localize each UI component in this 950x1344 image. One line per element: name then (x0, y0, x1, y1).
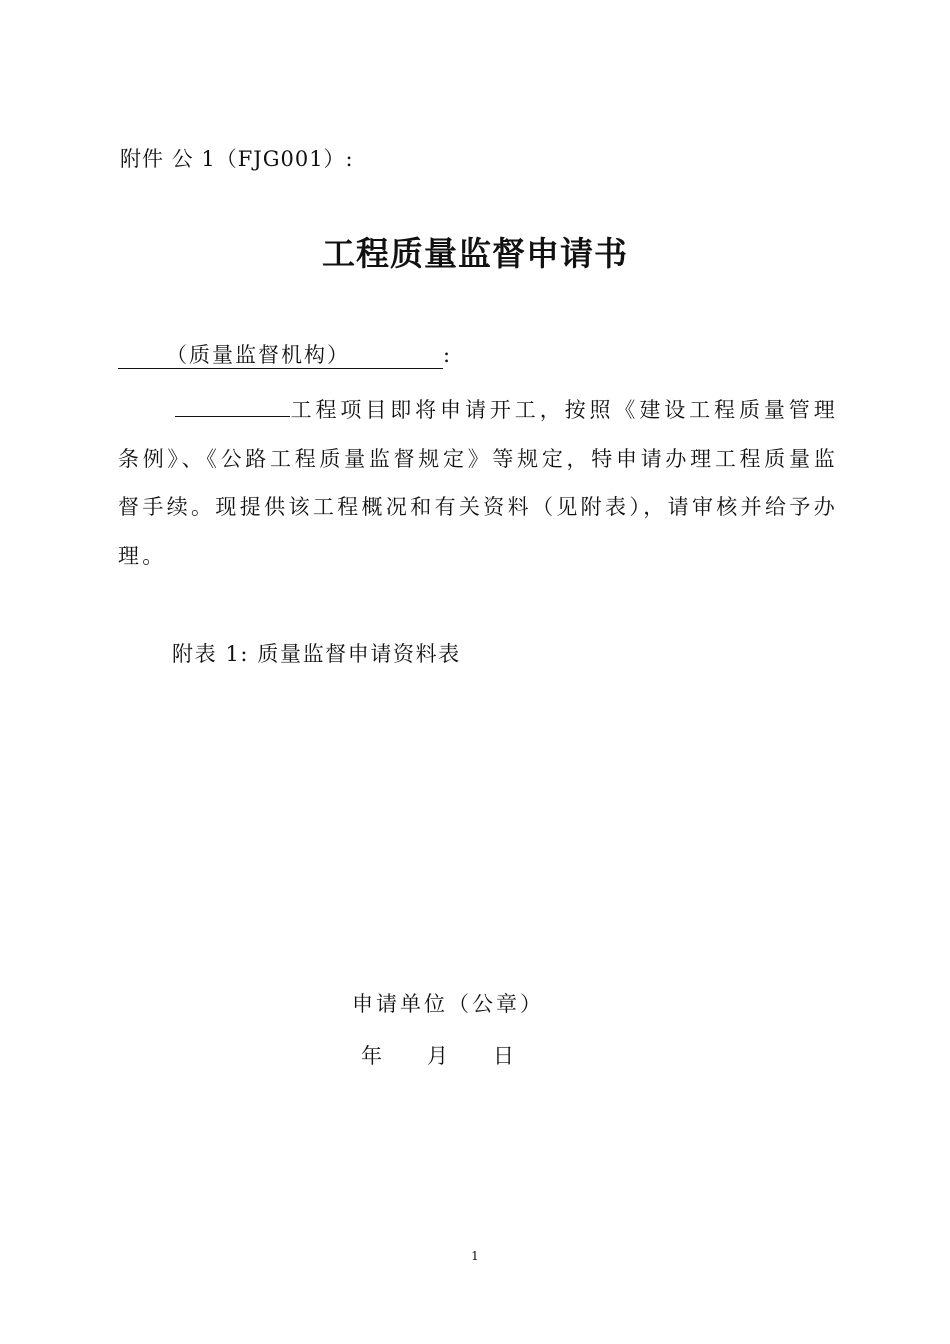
addressee-blank (118, 342, 443, 369)
addressee-org: （质量监督机构） (166, 343, 350, 367)
project-name-blank (175, 394, 290, 417)
applicant-seal-label: 申请单位（公章） (352, 992, 544, 1016)
body-text: 工程项目即将申请开工，按照《建设工程质量管理条例》、《公路工程质量监督规定》等规定，特申请办理工程质量监督手续。现提供该工程概况和有关资料（见附表），请审核并给予办理。 (118, 398, 838, 568)
date-month: 月 (427, 1044, 448, 1068)
page-number: 1 (471, 1249, 479, 1263)
body-paragraph (118, 386, 838, 580)
date-day: 日 (493, 1044, 514, 1068)
document-title: 工程质量监督申请书 (322, 234, 628, 273)
appendix-reference: 附表 1: 质量监督申请资料表 (172, 642, 461, 666)
addressee-line (118, 342, 452, 369)
addressee-colon: : (443, 343, 453, 367)
date-line (361, 1040, 514, 1070)
date-year: 年 (361, 1044, 382, 1068)
attachment-reference: 附件 公 1（FJG001）: (120, 147, 354, 171)
